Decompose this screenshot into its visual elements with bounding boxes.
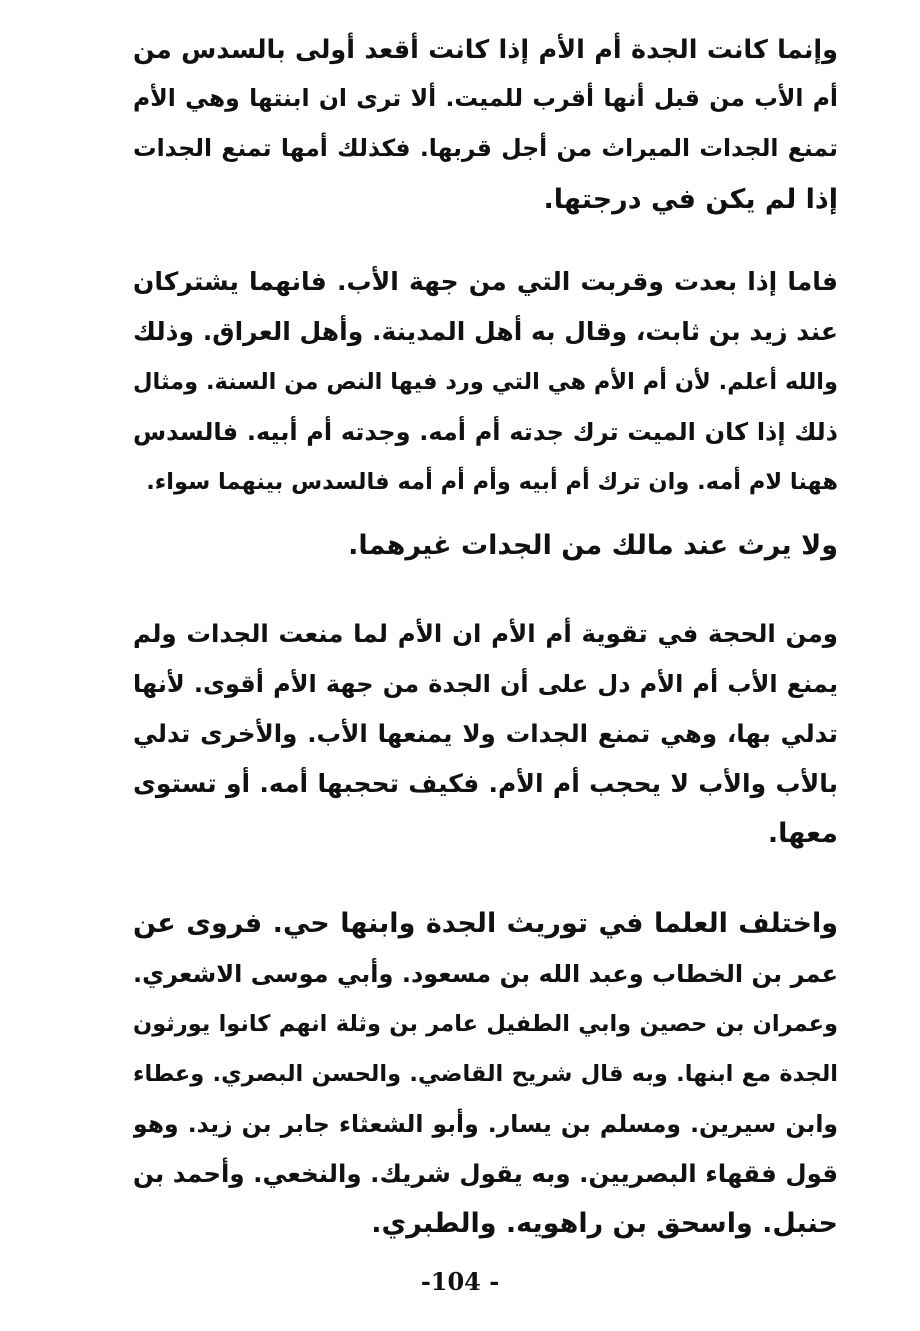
paragraph-2 [133, 262, 838, 512]
paragraph-1 [133, 30, 838, 230]
paragraph-4 [133, 614, 838, 864]
text-line: ههنا لام أمه. وان ترك أم أبيه وأم أم أمه فالسدس بينهما سواء. [146, 469, 838, 495]
text-line: فاما إذا بعدت وقربت التي من جهة الأب. فانهما يشتركان [133, 267, 838, 296]
text-line: ذلك إذا كان الميت ترك جدته أم أمه. وجدته أم أبيه. فالسدس [133, 418, 838, 446]
text-line: تمنع الجدات الميراث من أجل قربها. فكذلك أمها تمنع الجدات [133, 134, 838, 162]
text-line: وعمران بن حصين وابي الطفيل عامر بن وثلة انهم كانوا يورثون [133, 1011, 838, 1037]
text-line: تدلي بها، وهي تمنع الجدات ولا يمنعها الأب. والأخرى تدلي [133, 719, 838, 748]
text-line: وابن سيرين. ومسلم بن يسار. وأبو الشعثاء جابر بن زيد. وهو [133, 1110, 838, 1138]
text-line: إذا لم يكن في درجتها. [543, 184, 838, 215]
text-line: عند زيد بن ثابت، وقال به أهل المدينة. وأهل العراق. وذلك [133, 317, 838, 346]
text-line: ومن الحجة في تقوية أم الأم ان الأم لما منعت الجدات ولم [133, 619, 838, 648]
text-line: وإنما كانت الجدة أم الأم إذا كانت أقعد أولى بالسدس من [133, 35, 838, 65]
paragraph-5 [133, 904, 838, 1254]
paragraph-3 [133, 526, 838, 570]
text-line: ولا يرث عند مالك من الجدات غيرهما. [348, 530, 838, 561]
text-line: واختلف العلما في توريث الجدة وابنها حي. فروى عن [133, 908, 838, 939]
text-line: بالأب والأب لا يحجب أم الأم. فكيف تحجبها أمه. أو تستوى [133, 769, 838, 798]
page-number: -104 - [420, 1267, 500, 1296]
text-line: عمر بن الخطاب وعبد الله بن مسعود. وأبي موسى الاشعري. [133, 960, 838, 988]
text-line: والله أعلم. لأن أم الأم هي التي ورد فيها النص من السنة. ومثال [133, 369, 838, 395]
text-line: قول فقهاء البصريين. وبه يقول شريك. والنخعي. وأحمد بن [133, 1159, 838, 1188]
text-line: حنبل. واسحق بن راهويه. والطبري. [371, 1208, 838, 1239]
text-line: معها. [767, 818, 838, 849]
text-line: أم الأب من قبل أنها أقرب للميت. ألا ترى ان ابنتها وهي الأم [133, 84, 838, 112]
text-line: الجدة مع ابنها. وبه قال شريح القاضي. والحسن البصري. وعطاء [133, 1061, 838, 1087]
text-line: يمنع الأب أم الأم دل على أن الجدة من جهة الأم أقوى. لأنها [133, 670, 838, 698]
